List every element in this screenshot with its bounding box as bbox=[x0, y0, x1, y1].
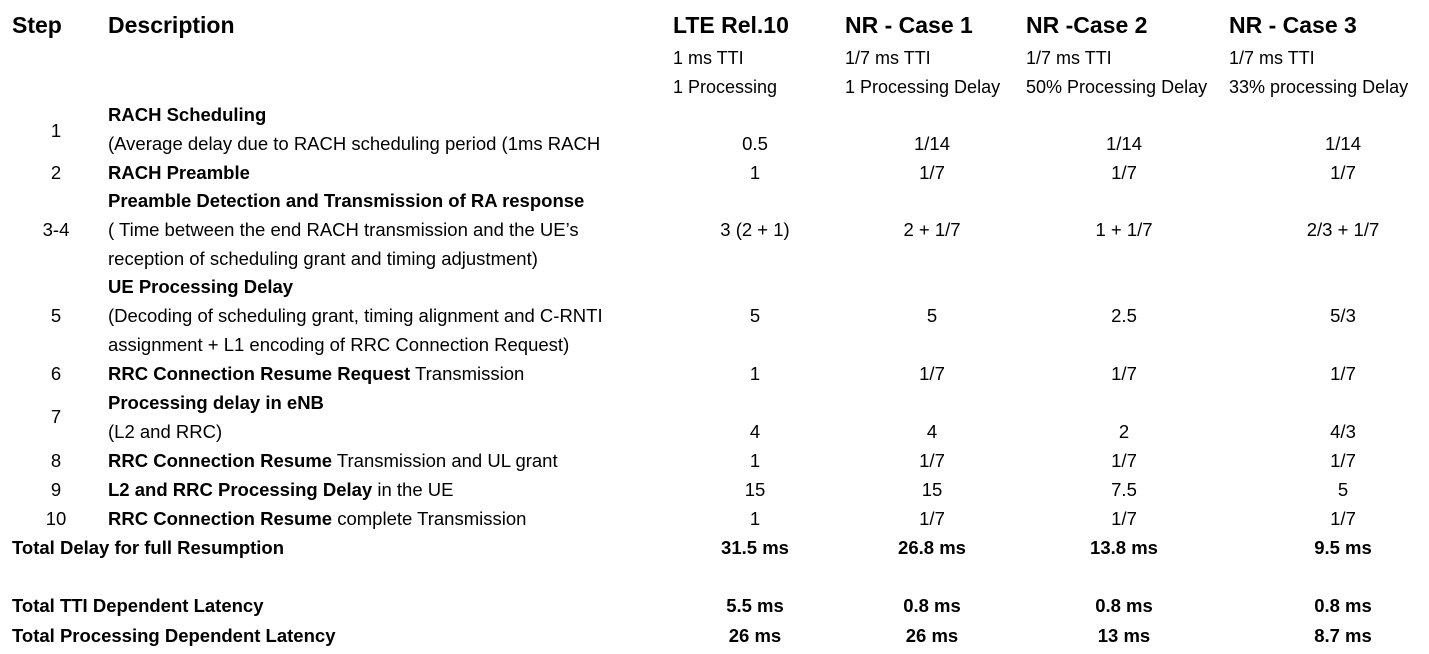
value-nr-case2: 1 + 1/7 bbox=[1095, 219, 1153, 240]
value-nr-case3: 2/3 + 1/7 bbox=[1306, 219, 1380, 240]
total-value-lte: 31.5 ms bbox=[721, 537, 789, 558]
step-number: 10 bbox=[45, 508, 67, 529]
value-nr-case2: 1/7 bbox=[1111, 162, 1137, 183]
total-value-nr-case1: 0.8 ms bbox=[903, 595, 961, 616]
value-lte: 0.5 bbox=[742, 133, 768, 154]
total-value-nr-case2: 0.8 ms bbox=[1095, 595, 1153, 616]
row-title: RACH Preamble bbox=[108, 162, 250, 183]
total-label: Total Processing Dependent Latency bbox=[12, 625, 336, 646]
row-title: L2 and RRC Processing Delay bbox=[108, 479, 373, 500]
row-description: assignment + L1 encoding of RRC Connection Request) bbox=[108, 334, 570, 355]
value-lte: 1 bbox=[749, 450, 761, 471]
total-label: Total Delay for full Resumption bbox=[12, 537, 285, 558]
value-nr-case2: 1/7 bbox=[1111, 508, 1137, 529]
step-number: 5 bbox=[50, 305, 62, 326]
total-value-nr-case3: 0.8 ms bbox=[1314, 595, 1372, 616]
row-description: reception of scheduling grant and timing adjustment) bbox=[108, 248, 538, 269]
value-lte: 1 bbox=[749, 508, 761, 529]
value-nr-case1: 15 bbox=[921, 479, 943, 500]
row-title-rest: in the UE bbox=[372, 479, 454, 500]
step-number: 3-4 bbox=[42, 219, 70, 240]
value-lte: 4 bbox=[749, 421, 761, 442]
value-nr-case3: 1/7 bbox=[1330, 450, 1356, 471]
value-nr-case1: 1/7 bbox=[919, 363, 945, 384]
row-description: (Decoding of scheduling grant, timing alignment and C-RNTI bbox=[108, 305, 603, 326]
value-nr-case2: 1/14 bbox=[1105, 133, 1143, 154]
total-label: Total TTI Dependent Latency bbox=[12, 595, 264, 616]
header-col-nr2-sub1: 1/7 ms TTI bbox=[1026, 48, 1112, 68]
value-lte: 1 bbox=[749, 363, 761, 384]
value-nr-case2: 1/7 bbox=[1111, 450, 1137, 471]
value-nr-case1: 1/7 bbox=[919, 508, 945, 529]
total-value-nr-case1: 26.8 ms bbox=[898, 537, 966, 558]
row-title-rest: complete Transmission bbox=[332, 508, 527, 529]
value-nr-case3: 5/3 bbox=[1330, 305, 1356, 326]
header-col-lte-sub1: 1 ms TTI bbox=[673, 48, 744, 68]
step-number: 9 bbox=[50, 479, 62, 500]
row-description: (Average delay due to RACH scheduling period (1ms RACH bbox=[108, 133, 601, 154]
header-col-nr1-sub1: 1/7 ms TTI bbox=[845, 48, 931, 68]
row-description: ( Time between the end RACH transmission and the UE’s bbox=[108, 219, 579, 240]
value-nr-case1: 4 bbox=[926, 421, 938, 442]
header-col-lte-sub2: 1 Processing bbox=[673, 77, 778, 97]
step-number: 2 bbox=[50, 162, 62, 183]
header-col-nr3-sub1: 1/7 ms TTI bbox=[1229, 48, 1315, 68]
total-value-nr-case1: 26 ms bbox=[905, 625, 959, 646]
row-title: Preamble Detection and Transmission of RA response bbox=[108, 190, 585, 211]
value-lte: 15 bbox=[744, 479, 766, 500]
total-value-lte: 26 ms bbox=[728, 625, 782, 646]
value-nr-case1: 1/14 bbox=[913, 133, 951, 154]
value-nr-case3: 1/7 bbox=[1330, 508, 1356, 529]
value-nr-case3: 1/7 bbox=[1330, 363, 1356, 384]
row-description bbox=[108, 508, 526, 530]
step-number: 8 bbox=[50, 450, 62, 471]
row-title: RRC Connection Resume Request bbox=[108, 363, 411, 384]
value-nr-case1: 5 bbox=[926, 305, 938, 326]
value-nr-case2: 2 bbox=[1118, 421, 1130, 442]
row-title-rest: Transmission bbox=[410, 363, 525, 384]
step-number: 1 bbox=[50, 120, 62, 141]
row-description bbox=[108, 479, 453, 501]
total-value-nr-case3: 8.7 ms bbox=[1314, 625, 1372, 646]
header-step: Step bbox=[12, 12, 62, 38]
total-value-nr-case2: 13 ms bbox=[1097, 625, 1151, 646]
row-description bbox=[108, 363, 524, 385]
value-nr-case2: 7.5 bbox=[1111, 479, 1137, 500]
row-title: RRC Connection Resume bbox=[108, 450, 333, 471]
total-value-nr-case2: 13.8 ms bbox=[1090, 537, 1158, 558]
value-nr-case1: 2 + 1/7 bbox=[903, 219, 961, 240]
row-title: RRC Connection Resume bbox=[108, 508, 333, 529]
header-description: Description bbox=[108, 12, 235, 38]
row-description: (L2 and RRC) bbox=[108, 421, 223, 442]
value-nr-case3: 4/3 bbox=[1330, 421, 1356, 442]
value-lte: 3 (2 + 1) bbox=[720, 219, 790, 240]
header-col-nr3-title: NR - Case 3 bbox=[1229, 12, 1357, 38]
row-title-rest: Transmission and UL grant bbox=[332, 450, 558, 471]
value-nr-case3: 1/14 bbox=[1324, 133, 1362, 154]
header-col-nr3-sub2: 33% processing Delay bbox=[1229, 77, 1409, 97]
row-title: RACH Scheduling bbox=[108, 104, 267, 125]
total-value-nr-case3: 9.5 ms bbox=[1314, 537, 1372, 558]
value-lte: 1 bbox=[749, 162, 761, 183]
step-number: 7 bbox=[50, 406, 62, 427]
row-title: UE Processing Delay bbox=[108, 276, 294, 297]
header-col-nr1-sub2: 1 Processing Delay bbox=[845, 77, 1001, 97]
header-col-nr2-title: NR -Case 2 bbox=[1026, 12, 1148, 38]
header-col-lte-title: LTE Rel.10 bbox=[673, 12, 789, 38]
value-nr-case3: 1/7 bbox=[1330, 162, 1356, 183]
value-nr-case3: 5 bbox=[1337, 479, 1349, 500]
row-title: Processing delay in eNB bbox=[108, 392, 324, 413]
header-col-nr1-title: NR - Case 1 bbox=[845, 12, 973, 38]
value-nr-case2: 1/7 bbox=[1111, 363, 1137, 384]
step-number: 6 bbox=[50, 363, 62, 384]
value-nr-case1: 1/7 bbox=[919, 450, 945, 471]
value-lte: 5 bbox=[749, 305, 761, 326]
total-value-lte: 5.5 ms bbox=[726, 595, 784, 616]
value-nr-case1: 1/7 bbox=[919, 162, 945, 183]
header-col-nr2-sub2: 50% Processing Delay bbox=[1026, 77, 1208, 97]
value-nr-case2: 2.5 bbox=[1111, 305, 1137, 326]
row-description bbox=[108, 450, 558, 472]
